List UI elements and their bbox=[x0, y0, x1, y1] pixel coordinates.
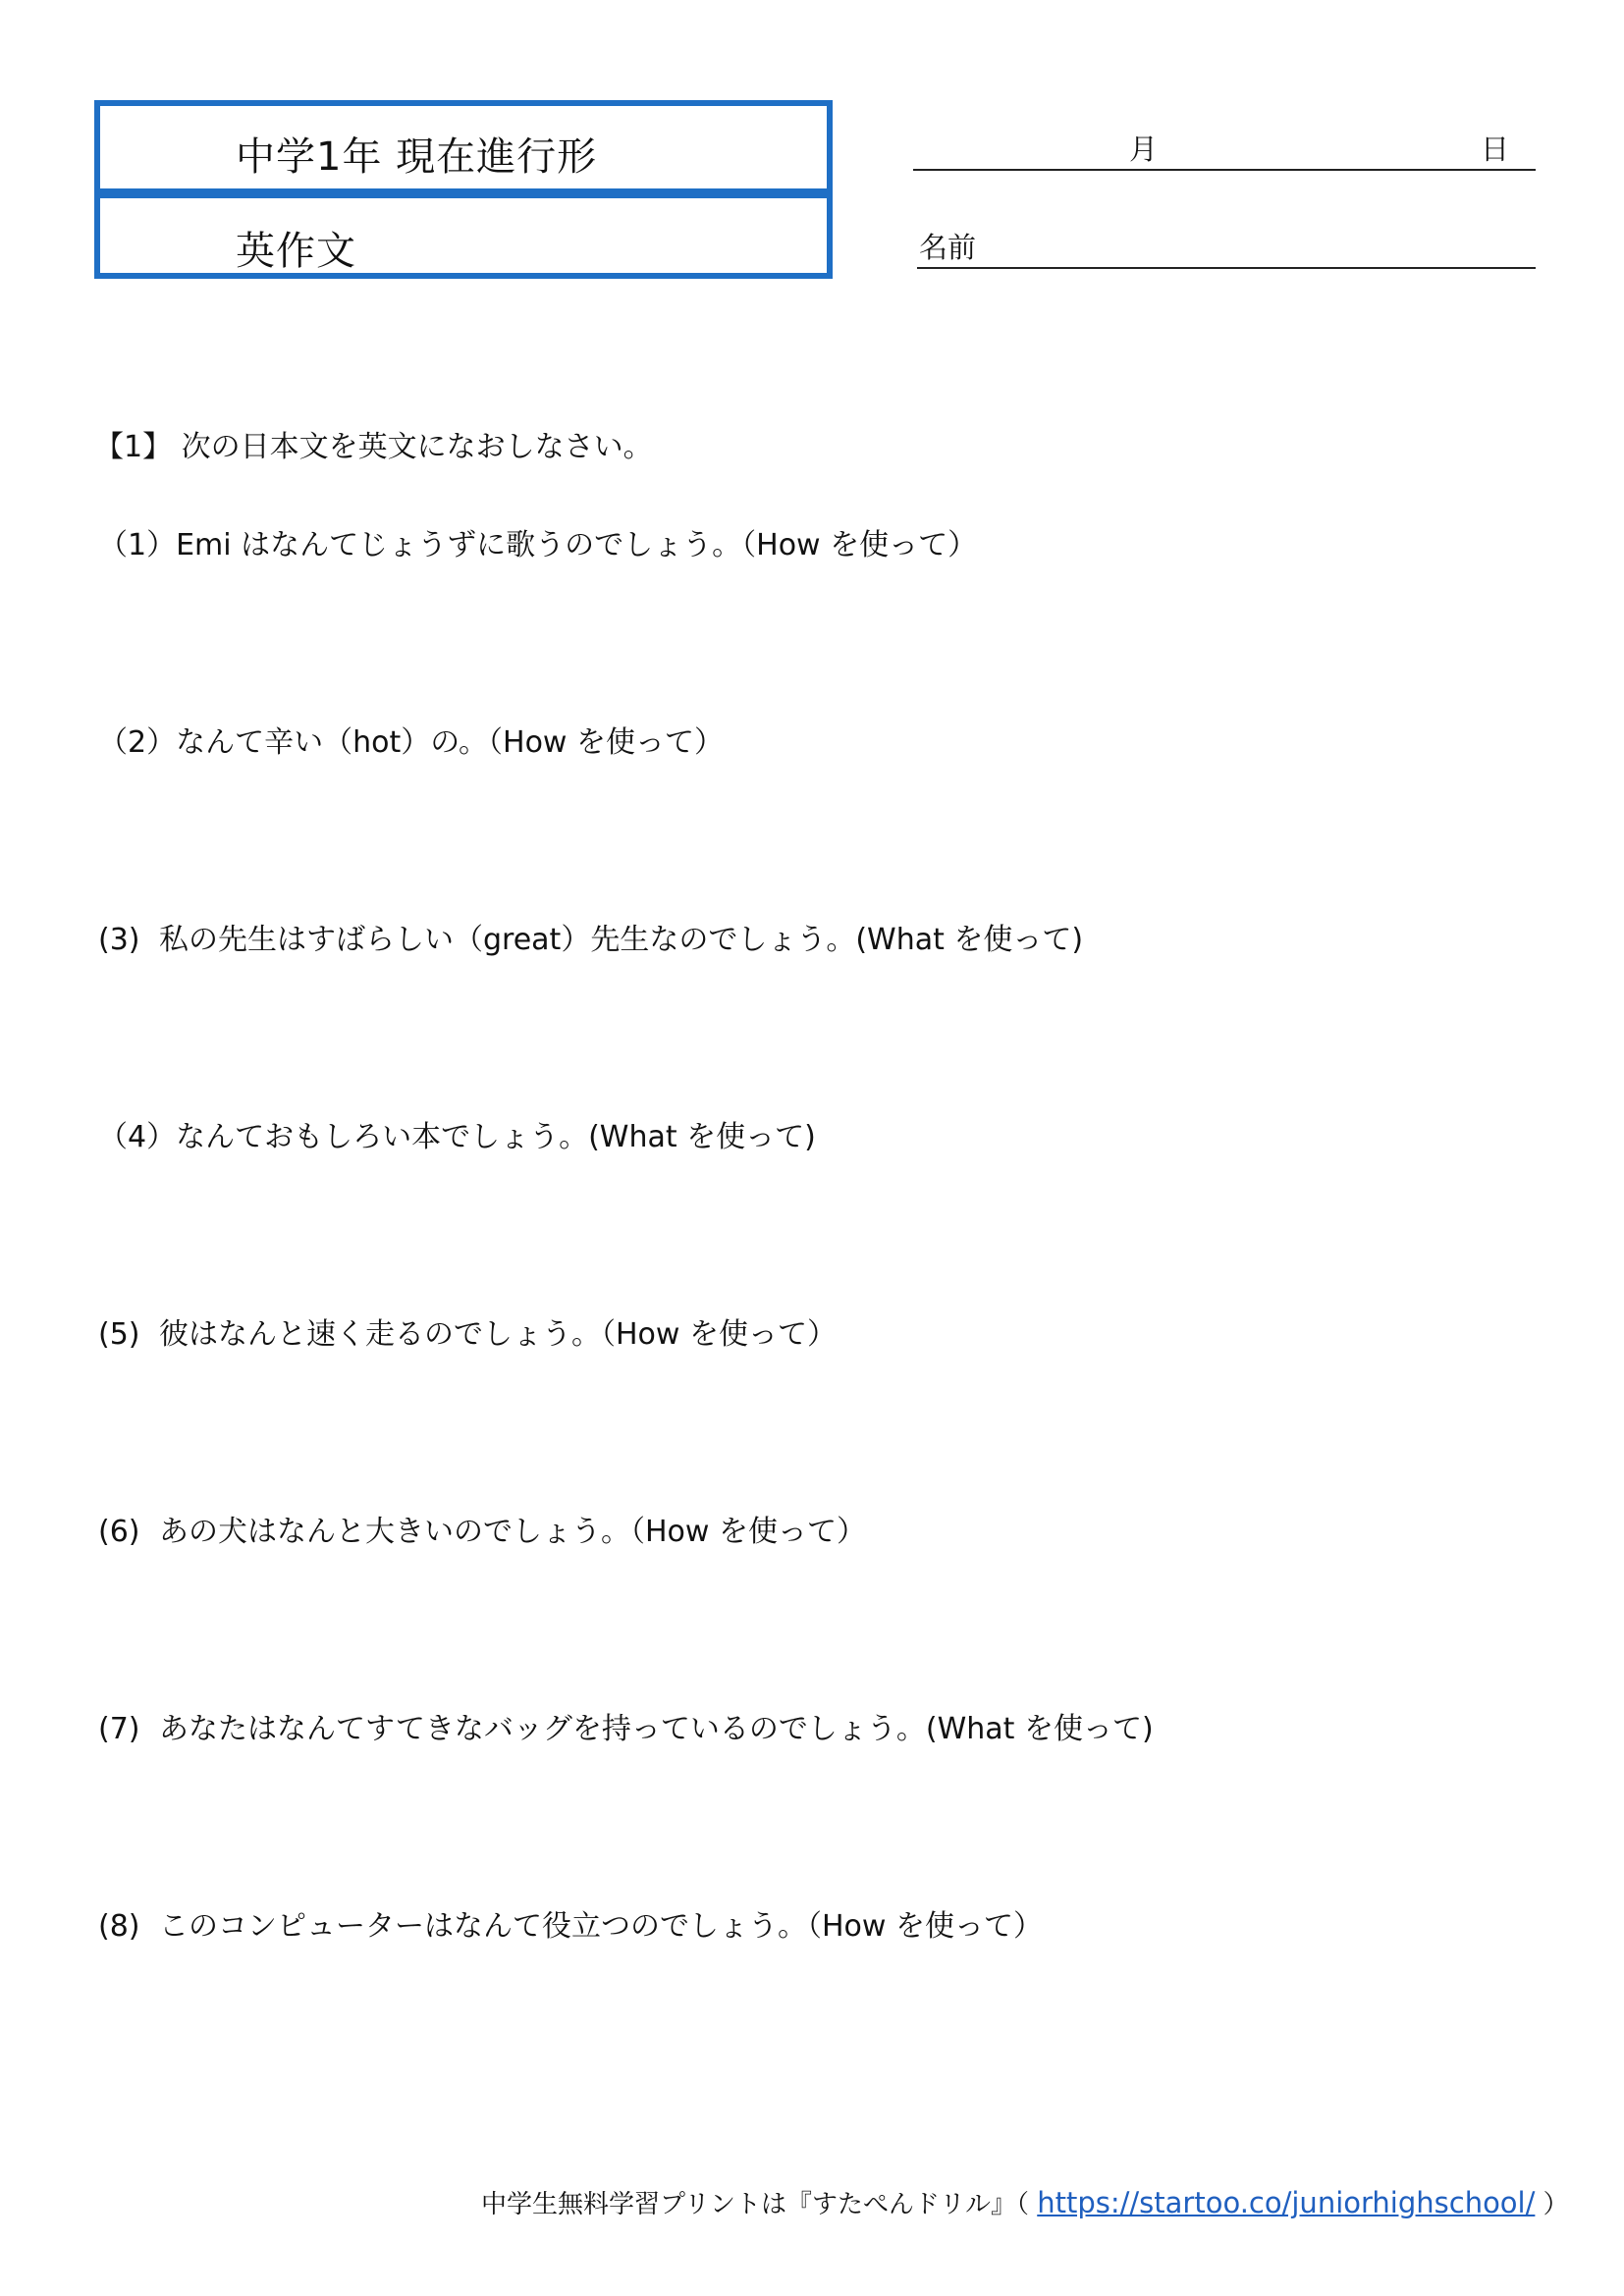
subtitle-box bbox=[94, 192, 833, 279]
instruction-text: 【1】 次の日本文を英文になおしなさい。 bbox=[94, 430, 653, 464]
day-label: 日 bbox=[1481, 133, 1510, 166]
question-item bbox=[98, 915, 1083, 958]
question-number: (8) bbox=[98, 1909, 140, 1944]
title-box bbox=[94, 100, 833, 194]
question-number: （1） bbox=[98, 528, 177, 562]
question-text: あの犬はなんと大きいのでしょう。（How を使って） bbox=[159, 1515, 866, 1549]
month-label: 月 bbox=[1129, 133, 1159, 166]
question-number: （2） bbox=[98, 725, 177, 760]
date-field-line[interactable] bbox=[913, 169, 1536, 171]
question-text: 彼はなんと速く走るのでしょう。（How を使って） bbox=[159, 1317, 837, 1352]
question-number: (3) bbox=[98, 923, 140, 957]
question-item bbox=[98, 1704, 1154, 1747]
page-subtitle: 英作文 bbox=[236, 229, 356, 274]
name-label: 名前 bbox=[919, 231, 977, 264]
footer-link[interactable]: https://startoo.co/juniorhighschool/ bbox=[1037, 2186, 1536, 2219]
footer-text-end: ） bbox=[1535, 2190, 1569, 2219]
question-number: (5) bbox=[98, 1317, 140, 1352]
question-item bbox=[98, 1309, 837, 1353]
question-text: このコンピューターはなんて役立つのでしょう。（How を使って） bbox=[159, 1909, 1043, 1944]
footer bbox=[481, 2184, 1569, 2220]
question-text: なんておもしろい本でしょう。(What を使って) bbox=[176, 1120, 816, 1154]
question-text: 私の先生はすばらしい（great）先生なのでしょう。(What を使って) bbox=[159, 923, 1084, 957]
question-item bbox=[98, 718, 724, 761]
question-text: Emi はなんてじょうずに歌うのでしょう。（How を使って） bbox=[176, 528, 978, 562]
question-number: (6) bbox=[98, 1515, 140, 1549]
question-text: なんて辛い（hot）の。（How を使って） bbox=[176, 725, 725, 760]
question-text: あなたはなんてすてきなバッグを持っているのでしょう。(What を使って) bbox=[159, 1712, 1154, 1746]
footer-text: 中学生無料学習プリントは『すたぺんドリル』（ bbox=[481, 2190, 1038, 2219]
question-item bbox=[98, 1507, 866, 1550]
question-number: (7) bbox=[98, 1712, 140, 1746]
question-item bbox=[98, 1901, 1043, 1945]
page-title: 中学1年 現在進行形 bbox=[236, 134, 598, 180]
name-field-line[interactable] bbox=[917, 267, 1536, 269]
question-item bbox=[98, 520, 977, 563]
question-number: （4） bbox=[98, 1120, 177, 1154]
question-item bbox=[98, 1112, 816, 1155]
